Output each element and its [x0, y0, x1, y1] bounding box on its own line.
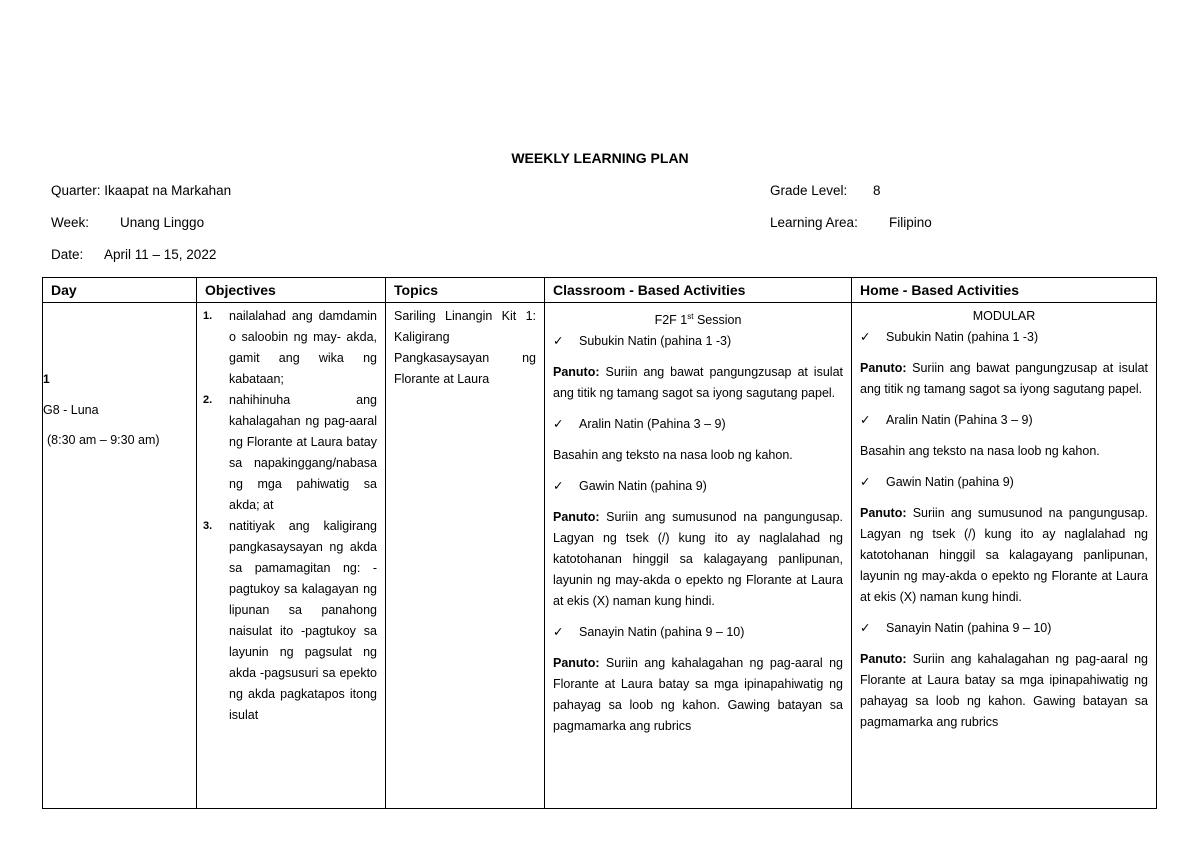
activity-label: Gawin Natin (pahina 9): [579, 479, 707, 494]
week-value: Unang Linggo: [120, 215, 205, 230]
list-item: [203, 516, 377, 726]
check-icon: ✓: [860, 413, 871, 427]
instruction-paragraph: Basahin ang teksto na nasa loob ng kahon.: [553, 448, 793, 463]
session-prefix: F2F 1: [654, 313, 688, 328]
check-icon: ✓: [860, 621, 871, 635]
instruction-paragraph: [860, 503, 1148, 608]
instruction-paragraph: Basahin ang teksto na nasa loob ng kahon.: [860, 444, 1100, 458]
header-topics: Topics: [386, 278, 545, 303]
objectives-cell: [197, 303, 386, 809]
instruction-paragraph: [553, 362, 843, 404]
objective-number: 3.: [203, 520, 213, 532]
activity-label: Sanayin Natin (pahina 9 – 10): [886, 621, 1052, 635]
topics-cell: [386, 303, 545, 809]
header-home-activities: Home - Based Activities: [852, 278, 1157, 303]
instruction-text: Suriin ang bawat pangungzusap at isulat ang titik ng tamang sagot sa iyong sagutang papel.: [860, 361, 1148, 396]
date-row: [51, 247, 216, 263]
quarter-row: [51, 183, 231, 199]
quarter-label: Quarter:: [51, 183, 101, 198]
session-heading: [553, 306, 843, 331]
activity-label: Sanayin Natin (pahina 9 – 10): [579, 625, 745, 640]
week-row: [51, 215, 204, 231]
instruction-paragraph: [553, 653, 843, 737]
activity-label: Subukin Natin (pahina 1 -3): [886, 330, 1039, 344]
activity-title: [860, 410, 1148, 431]
instruction-text: Suriin ang sumusunod na pangungusap. Lagyan ng tsek (/) kung ito ay naglalahad ng katotohanan hinggil sa kalagayang panlipunan, layunin ng may-akda o epekto ng Florante at Laura at ekis (X) naman kung hindi.: [860, 506, 1148, 604]
classroom-cell: [545, 303, 852, 809]
instruction-label: Panuto:: [860, 652, 907, 666]
activity-title: [860, 472, 1148, 493]
instruction-text: Suriin ang kahalagahan ng pag-aaral ng Florante at Laura batay sa mga ipinapahiwatig ng pahayag sa loob ng kahon. Gawing batayan sa pagmamarka ang rubrics: [860, 652, 1148, 729]
objective-text: natitiyak ang kaligirang pangkasaysayan ng akda sa pamamagitan ng: -pagtukoy sa kalagayan ng lipunan sa panahong naisulat ito -pagtukoy sa layunin ng pagsulat ng akda -pagsusuri sa epekto ng akda pagkatapos itong isulat: [229, 519, 377, 722]
day-cell: [43, 303, 197, 809]
quarter-value: Ikaapat na Markahan: [104, 183, 232, 198]
header-classroom-activities: Classroom - Based Activities: [545, 278, 852, 303]
session-heading: MODULAR: [972, 309, 1036, 323]
objective-text: nahihinuha ang kahalagahan ng pag-aaral ng Florante at Laura batay sa napakinggang/nabasa ng mga pahiwatig sa akda; at: [229, 393, 377, 512]
activity-title: [860, 618, 1148, 639]
session-sup: st: [687, 312, 694, 321]
check-icon: ✓: [553, 417, 564, 432]
table-header-row: [43, 278, 1157, 303]
grade-value: 8: [873, 183, 881, 198]
grade-label: Grade Level:: [770, 183, 848, 198]
check-icon: ✓: [553, 334, 564, 349]
instruction-text: Suriin ang bawat pangungzusap at isulat ang titik ng tamang sagot sa iyong sagutang papel.: [553, 365, 843, 401]
activity-title: [553, 331, 843, 352]
area-row: [770, 215, 932, 231]
home-cell: [852, 303, 1157, 809]
area-label: Learning Area:: [770, 215, 858, 230]
objective-number: 1.: [203, 310, 213, 322]
instruction-text: Suriin ang sumusunod na pangungusap. Lagyan ng tsek (/) kung ito ay naglalahad ng katotohanan hinggil sa kalagayang panlipunan, layunin ng may-akda o epekto ng Florante at Laura at ekis (X) naman kung hindi.: [553, 510, 843, 609]
instruction-label: Panuto:: [860, 506, 907, 520]
table-row: [43, 303, 1157, 809]
header-day: Day: [43, 278, 197, 303]
activity-title: [553, 476, 843, 497]
activity-title: [553, 622, 843, 643]
check-icon: ✓: [860, 475, 871, 489]
activity-label: Aralin Natin (Pahina 3 – 9): [579, 417, 726, 432]
check-icon: ✓: [553, 479, 564, 494]
check-icon: ✓: [553, 625, 564, 640]
list-item: [203, 306, 377, 390]
day-section: G8 - Luna: [43, 403, 99, 417]
instruction-label: Panuto:: [553, 656, 600, 671]
learning-plan-table: [42, 277, 1157, 809]
instruction-paragraph: [860, 649, 1148, 733]
day-number: 1: [43, 372, 50, 386]
day-time: (8:30 am – 9:30 am): [47, 433, 160, 447]
objectives-list: [197, 303, 385, 726]
objective-text: nailalahad ang damdamin o saloobin ng may- akda, gamit ang wika ng kabataan;: [229, 309, 377, 386]
objective-number: 2.: [203, 394, 213, 406]
page-title: WEEKLY LEARNING PLAN: [511, 150, 689, 166]
instruction-paragraph: [860, 358, 1148, 400]
activity-label: Gawin Natin (pahina 9): [886, 475, 1014, 489]
header-objectives: Objectives: [197, 278, 386, 303]
activity-title: [553, 414, 843, 435]
date-value: April 11 – 15, 2022: [104, 247, 217, 262]
check-icon: ✓: [860, 330, 871, 344]
area-value: Filipino: [889, 215, 932, 230]
instruction-text: Suriin ang kahalagahan ng pag-aaral ng Florante at Laura batay sa mga ipinapahiwatig ng pahayag sa loob ng kahon. Gawing batayan sa pagmamarka ang rubrics: [553, 656, 843, 734]
date-label: Date:: [51, 247, 84, 262]
instruction-label: Panuto:: [553, 365, 600, 380]
activity-title: [860, 327, 1148, 348]
week-label: Week:: [51, 215, 90, 230]
instruction-label: Panuto:: [860, 361, 907, 375]
topic-text: Sariling Linangin Kit 1: Kaligirang Pangkasaysayan ng Florante at Laura: [394, 309, 536, 386]
activity-label: Subukin Natin (pahina 1 -3): [579, 334, 732, 349]
instruction-label: Panuto:: [553, 510, 600, 525]
grade-row: [770, 183, 881, 199]
instruction-paragraph: [553, 507, 843, 612]
list-item: [203, 390, 377, 516]
session-suffix: Session: [693, 313, 742, 328]
activity-label: Aralin Natin (Pahina 3 – 9): [886, 413, 1033, 427]
